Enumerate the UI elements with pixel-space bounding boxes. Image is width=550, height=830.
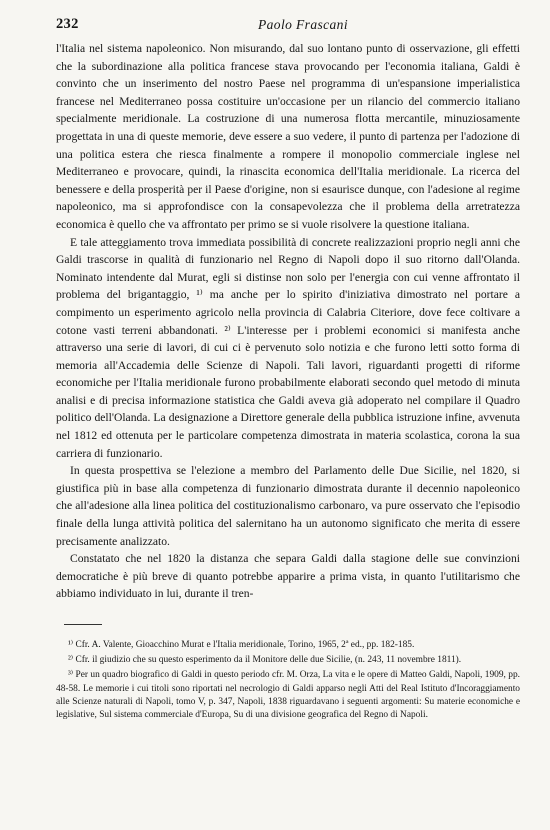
footnotes	[56, 639, 520, 722]
page-number: 232	[56, 16, 79, 32]
paragraph: l'Italia nel sistema napoleonico. Non misurando, dal suo lontano punto di osservazione, gli effetti che la subordinazione alla politica francese stava provocando per l'economia italiana, Galdi è convinto che un inserimento del nostro Paese nel programma di un'espansione imperialistica francese nel Mediterraneo possa costituire un'occasione per un rilancio del commercio italiano specialmente meridionale. La costruzione di una numerosa flotta mercantile, minuziosamente progettata in una di queste memorie, deve essere a suo vedere, il punto di partenza per l'adozione di una politica estera che riesca finalmente a rompere il monopolio commerciale inglese nel Mediterraneo e provocare, quindi, la rinascita economica dell'Italia meridionale. La ricerca del benessere e della prosperità per il Paese d'origine, non si esaurisce dunque, con l'adesione al regime napoleonico, ma si approfondisce con la consapevolezza che il problema della arretratezza economica è quello che va affrontato per primo se si vuole risolvere la questione italiana.	[56, 42, 520, 231]
footnote: ¹⁾ Cfr. A. Valente, Gioacchino Murat e l'Italia meridionale, Torino, 1965, 2ª ed., pp. 182-185.	[68, 640, 415, 650]
paragraph: Constatato che nel 1820 la distanza che separa Galdi dalla stagione delle sue convinzioni democratiche è più breve di quanto potrebbe apparire a prima vista, in quanto l'utilitarismo che abbiamo individuato in lui, durante il tren-	[56, 552, 520, 601]
paragraph: E tale atteggiamento trova immediata possibilità di concrete realizzazioni proprio negli anni che Galdi trascorse in qualità di funzionario nel Regno di Napoli dopo il suo ritorno dall'Olanda. Nominato intendente dal Murat, egli si distinse non solo per l'energia con cui venne affrontato il problema del brigantaggio, ¹⁾ ma anche per lo spirito d'iniziativa dimostrato nel portare a compimento un esperimento agricolo nella provincia di Calabria Citeriore, dove fece coltivare a cotone vasti terreni abbandonati. ²⁾ L'interesse per i problemi economici si manifesta anche attraverso una serie di lavori, di cui ci è pervenuto solo notizia e che furono letti sotto forma di memoria all'Accademia delle Scienze di Napoli. Tali lavori, riguardanti progetti di riforme economiche per l'Italia meridionale furono probabilmente elaborati secondo quel metodo di minuta analisi e di precisa informazione statistica che Galdi aveva già adoperato nel compilare il Quadro politico dell'Olanda. La designazione a Direttore generale della pubblica istruzione infine, avvenuta nel 1812 ed ottenuta per le particolare competenza dimostrata in materia scolastica, corona la sua carriera di funzionario.	[56, 235, 520, 460]
footnote-separator	[64, 624, 102, 625]
footnote: ²⁾ Cfr. il giudizio che su questo esperimento da il Monitore delle due Sicilie, (n. 243, 11 novembre 1811).	[68, 655, 462, 666]
paragraph: In questa prospettiva se l'elezione a membro del Parlamento delle Due Sicilie, nel 1820, si giustifica più in base alla competenza di funzionario dimostrata durante il decennio napoleonico che all'adesione alla linea politica del costituzionalismo carbonaro, va pure osservato che l'episodio finale della lunga attività politica del salernitano ha un autonomo significato che merita di essere precisamente analizzato.	[56, 464, 520, 548]
main-text	[56, 40, 520, 603]
running-head: Paolo Frascani	[258, 17, 348, 32]
page-header	[56, 14, 520, 40]
footnote: ³⁾ Per un quadro biografico di Galdi in questo periodo cfr. M. Orza, La vita e le opere di Matteo Galdi, Napoli, 1909, pp. 48-58. Le memorie i cui titoli sono riportati nel necrologio di Galdi apparso negli Atti del Real Istituto d'Incoraggiamento alle Scienze naturali di Napoli, tomo V, p. 347, Napoli, 1838 riguardavano i seguenti argomenti: Su materie economiche e legislative, Sul sistema commerciale d'Europa, Su di una divisione geografica del Regno di Napoli.	[56, 670, 520, 721]
